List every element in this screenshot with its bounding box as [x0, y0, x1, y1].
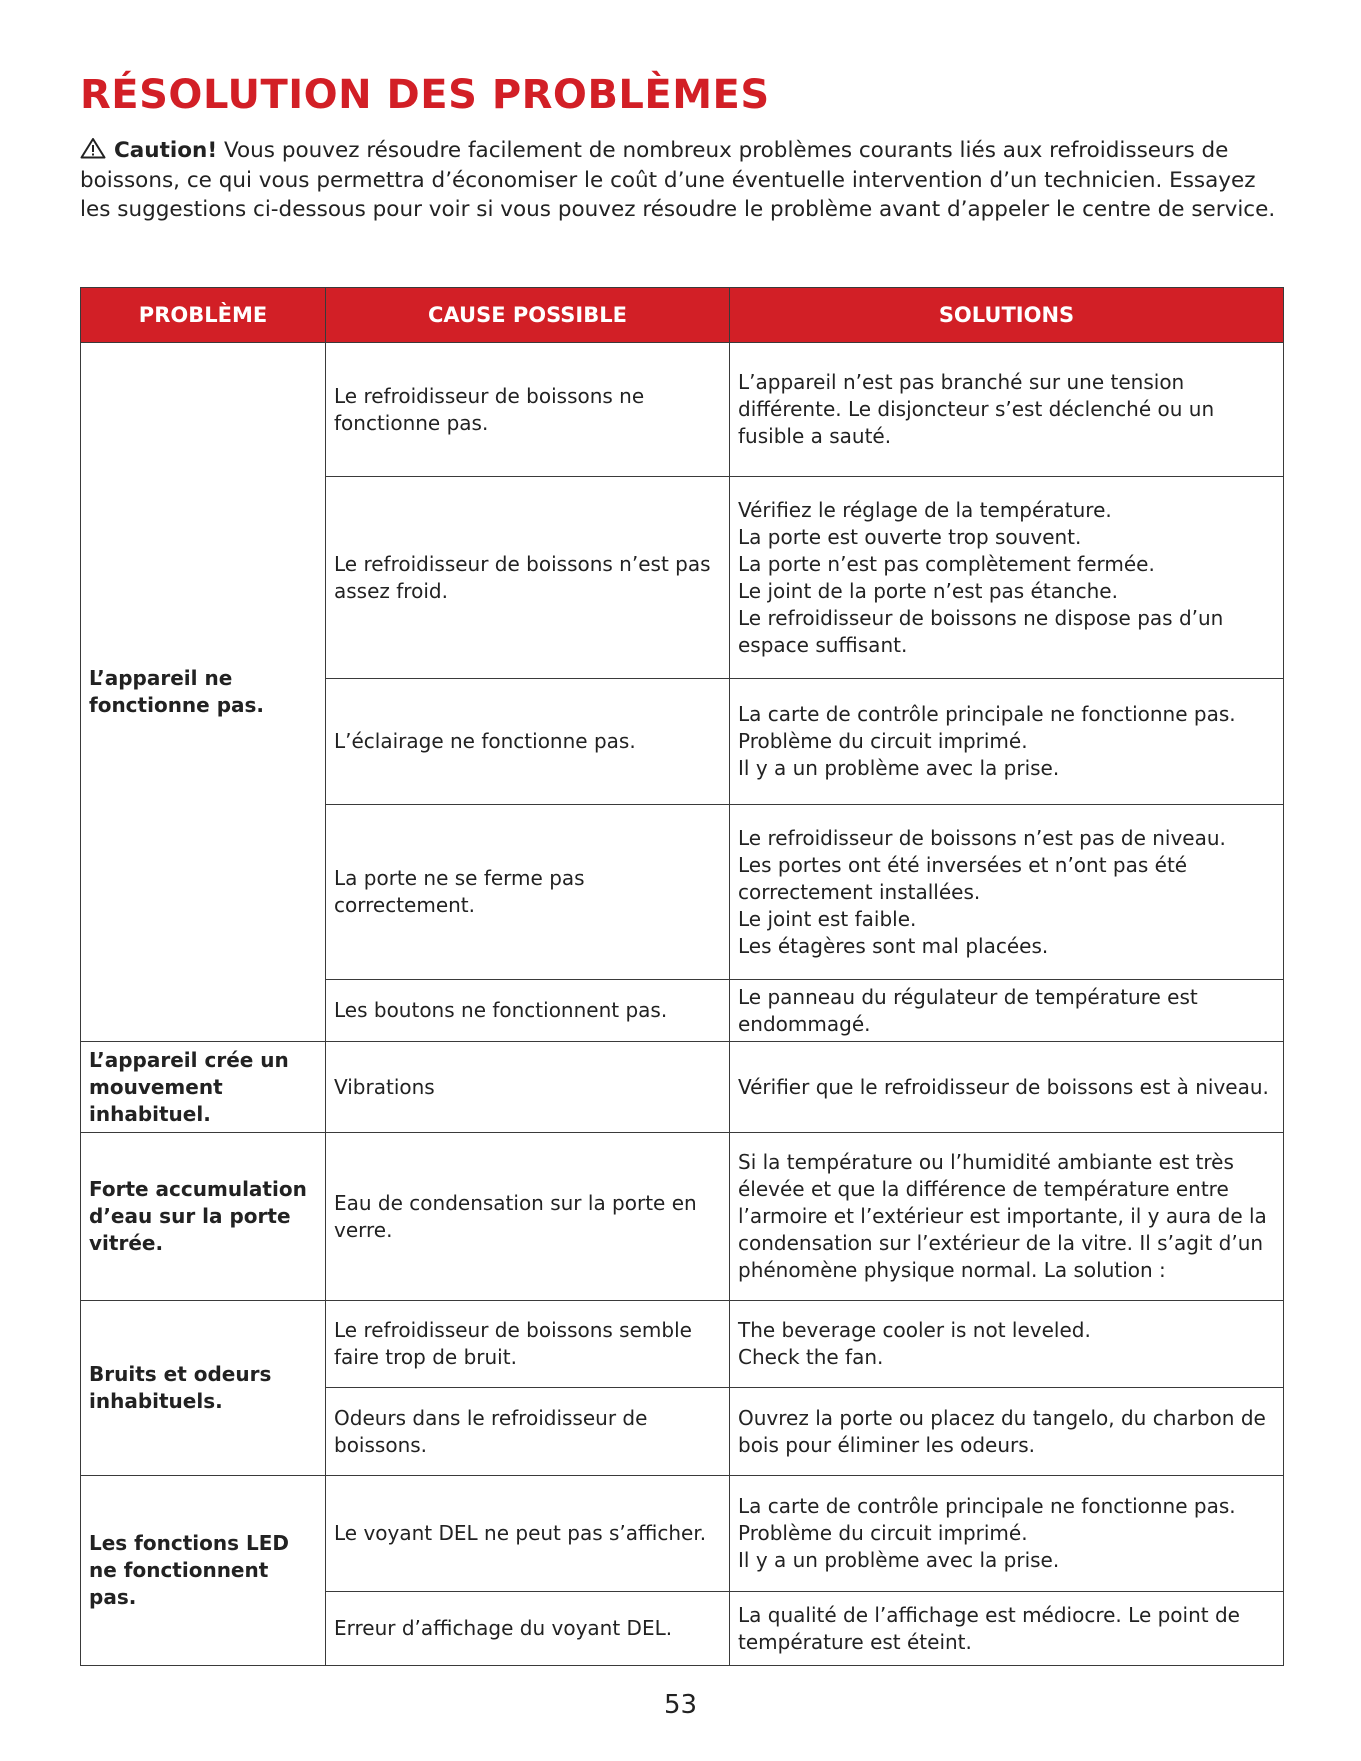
- table-row: [81, 1476, 1284, 1592]
- problem-cell: L’appareil crée un mouvement inhabituel.: [81, 1042, 326, 1133]
- problem-cell: Les fonctions LED ne fonctionnent pas.: [81, 1476, 326, 1666]
- header-problem: PROBLÈME: [81, 288, 326, 343]
- intro-paragraph: [80, 136, 1285, 225]
- table-row: [81, 1133, 1284, 1301]
- cause-cell: Les boutons ne fonctionnent pas.: [326, 980, 730, 1042]
- problem-cell: Bruits et odeurs inhabituels.: [81, 1301, 326, 1476]
- cause-cell: Le refroidisseur de boissons semble faire trop de bruit.: [326, 1301, 730, 1388]
- problem-cell: L’appareil ne fonctionne pas.: [81, 343, 326, 1042]
- cause-cell: La porte ne se ferme pas correctement.: [326, 805, 730, 980]
- cause-cell: Le voyant DEL ne peut pas s’afficher.: [326, 1476, 730, 1592]
- solution-cell: Le panneau du régulateur de température est endommagé.: [730, 980, 1284, 1042]
- table-header-row: [81, 288, 1284, 343]
- intro-text: Vous pouvez résoudre facilement de nombreux problèmes courants liés aux refroidisseurs de boissons, ce qui vous permettra d’économiser le coût d’une éventuelle intervention d’un technicien. Essayez les suggestions ci-dessous pour voir si vous pouvez résoudre le problème avant d’appeler le centre de service.: [80, 138, 1276, 222]
- solution-cell: The beverage cooler is not leveled. Check the fan.: [730, 1301, 1284, 1388]
- cause-cell: Le refroidisseur de boissons n’est pas assez froid.: [326, 477, 730, 679]
- cause-cell: Le refroidisseur de boissons ne fonctionne pas.: [326, 343, 730, 477]
- page-number: 53: [663, 1690, 698, 1720]
- solution-cell: Vérifier que le refroidisseur de boissons est à niveau.: [730, 1042, 1284, 1133]
- table-row: [81, 343, 1284, 477]
- solution-cell: La carte de contrôle principale ne fonctionne pas. Problème du circuit imprimé. Il y a un problème avec la prise.: [730, 679, 1284, 805]
- page-title: RÉSOLUTION DES PROBLÈMES: [80, 72, 770, 118]
- warning-triangle-icon: [80, 137, 106, 159]
- cause-cell: Odeurs dans le refroidisseur de boissons.: [326, 1388, 730, 1476]
- cause-cell: Erreur d’affichage du voyant DEL.: [326, 1592, 730, 1666]
- solution-cell: La qualité de l’affichage est médiocre. Le point de température est éteint.: [730, 1592, 1284, 1666]
- cause-cell: L’éclairage ne fonctionne pas.: [326, 679, 730, 805]
- cause-cell: Vibrations: [326, 1042, 730, 1133]
- header-solutions: SOLUTIONS: [730, 288, 1284, 343]
- troubleshooting-table: [80, 287, 1284, 1666]
- cause-cell: Eau de condensation sur la porte en verre.: [326, 1133, 730, 1301]
- solution-cell: Ouvrez la porte ou placez du tangelo, du charbon de bois pour éliminer les odeurs.: [730, 1388, 1284, 1476]
- solution-cell: La carte de contrôle principale ne fonctionne pas. Problème du circuit imprimé. Il y a un problème avec la prise.: [730, 1476, 1284, 1592]
- problem-cell: Forte accumulation d’eau sur la porte vitrée.: [81, 1133, 326, 1301]
- header-cause: CAUSE POSSIBLE: [326, 288, 730, 343]
- solution-cell: Vérifiez le réglage de la température. La porte est ouverte trop souvent. La porte n’est pas complètement fermée. Le joint de la porte n’est pas étanche. Le refroidisseur de boissons ne dispose pas d’un espace suffisant.: [730, 477, 1284, 679]
- solution-cell: Si la température ou l’humidité ambiante est très élevée et que la différence de température entre l’armoire et l’extérieur est importante, il y aura de la condensation sur l’extérieur de la vitre. Il s’agit d’un phénomène physique normal. La solution :: [730, 1133, 1284, 1301]
- table-row: [81, 1042, 1284, 1133]
- solution-cell: Le refroidisseur de boissons n’est pas de niveau. Les portes ont été inversées et n’ont pas été correctement installées. Le joint est faible. Les étagères sont mal placées.: [730, 805, 1284, 980]
- caution-label: Caution!: [114, 138, 218, 163]
- table-row: [81, 1301, 1284, 1388]
- solution-cell: L’appareil n’est pas branché sur une tension différente. Le disjoncteur s’est déclenché ou un fusible a sauté.: [730, 343, 1284, 477]
